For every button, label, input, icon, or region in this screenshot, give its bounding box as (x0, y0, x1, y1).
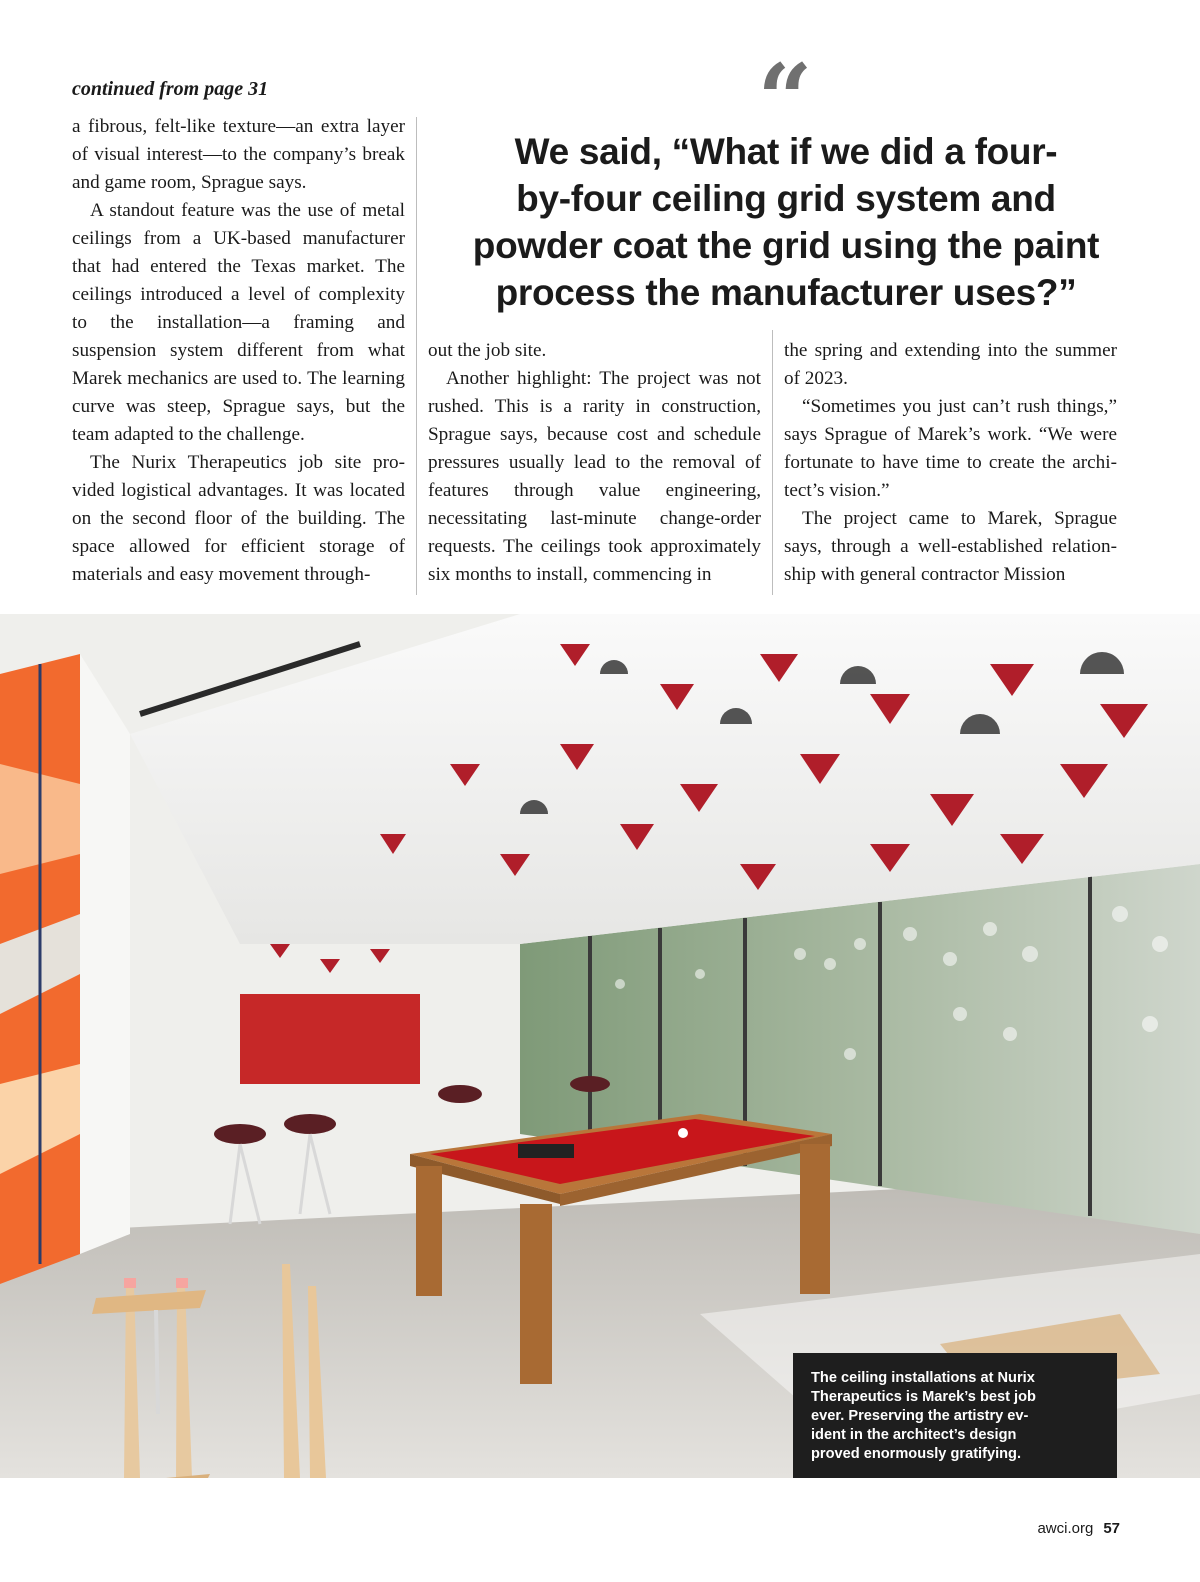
paragraph: A standout feature was the use of metal ceilings from a UK-based manufacturer that had entered the Texas market. The ceilings introduced a level of complexity to the installation—a framing and suspension system different from what Marek mechanics are used to. The learning curve was steep, Sprague says, but the team adapted to the challenge. (72, 200, 405, 445)
caption-line: ever. Preserving the artistry ev- (811, 1408, 1029, 1424)
paragraph: The project came to Marek, Sprague says, through a well-established relationship with general contractor Mission (784, 508, 1117, 585)
caption-line: Therapeutics is Marek’s best job (811, 1389, 1036, 1405)
pull-quote-line: by-four ceiling grid system and (516, 178, 1056, 219)
paragraph: The Nurix Therapeutics job site provided logistical advantages. It was located on the second floor of the building. The space allowed for efficient storage of materials and easy movement through- (72, 452, 405, 585)
pull-quote (436, 128, 1136, 316)
footer-site: awci.org (1037, 1520, 1094, 1537)
article-column-1 (72, 113, 405, 589)
red-accent-wall (240, 994, 420, 1084)
photo-caption (793, 1353, 1117, 1478)
paragraph: “Sometimes you just can’t rush things,” says Sprague of Marek’s work. “We were fortunate to have time to create the architect’s vision.” (784, 396, 1117, 501)
page-footer (900, 1520, 1120, 1537)
column-rule (416, 117, 417, 595)
paragraph: the spring and extending into the summer of 2023. (784, 340, 1117, 389)
paragraph: Another highlight: The project was not rushed. This is a rarity in construction, Sprague says, because cost and schedule pressures usually lead to the removal of features through value engineering, necessitating last-minute change-order requests. The ceilings took approximately six months to install, commencing in (428, 368, 761, 585)
caption-line: proved enormously gratifying. (811, 1446, 1022, 1462)
paragraph: out the job site. (428, 340, 547, 361)
article-column-3 (784, 337, 1117, 589)
quote-mark-icon: “ (757, 43, 813, 156)
caption-line: ident in the architect’s design (811, 1427, 1017, 1443)
game-room-photo (0, 614, 1200, 1478)
pull-quote-line: powder coat the grid using the paint (472, 225, 1100, 266)
paragraph: a fibrous, felt-like texture—an extra layer of visual interest—to the company’s break and game room, Sprague says. (72, 116, 405, 193)
continued-from-label: continued from page 31 (72, 78, 269, 100)
column-rule (772, 330, 773, 595)
caption-line: The ceiling installations at Nurix (811, 1370, 1035, 1386)
page-number: 57 (1103, 1520, 1120, 1537)
pull-quote-line: We said, “What if we did a four- (514, 131, 1058, 172)
pull-quote-line: process the manufacturer uses?” (495, 272, 1077, 313)
article-column-2 (428, 337, 761, 589)
